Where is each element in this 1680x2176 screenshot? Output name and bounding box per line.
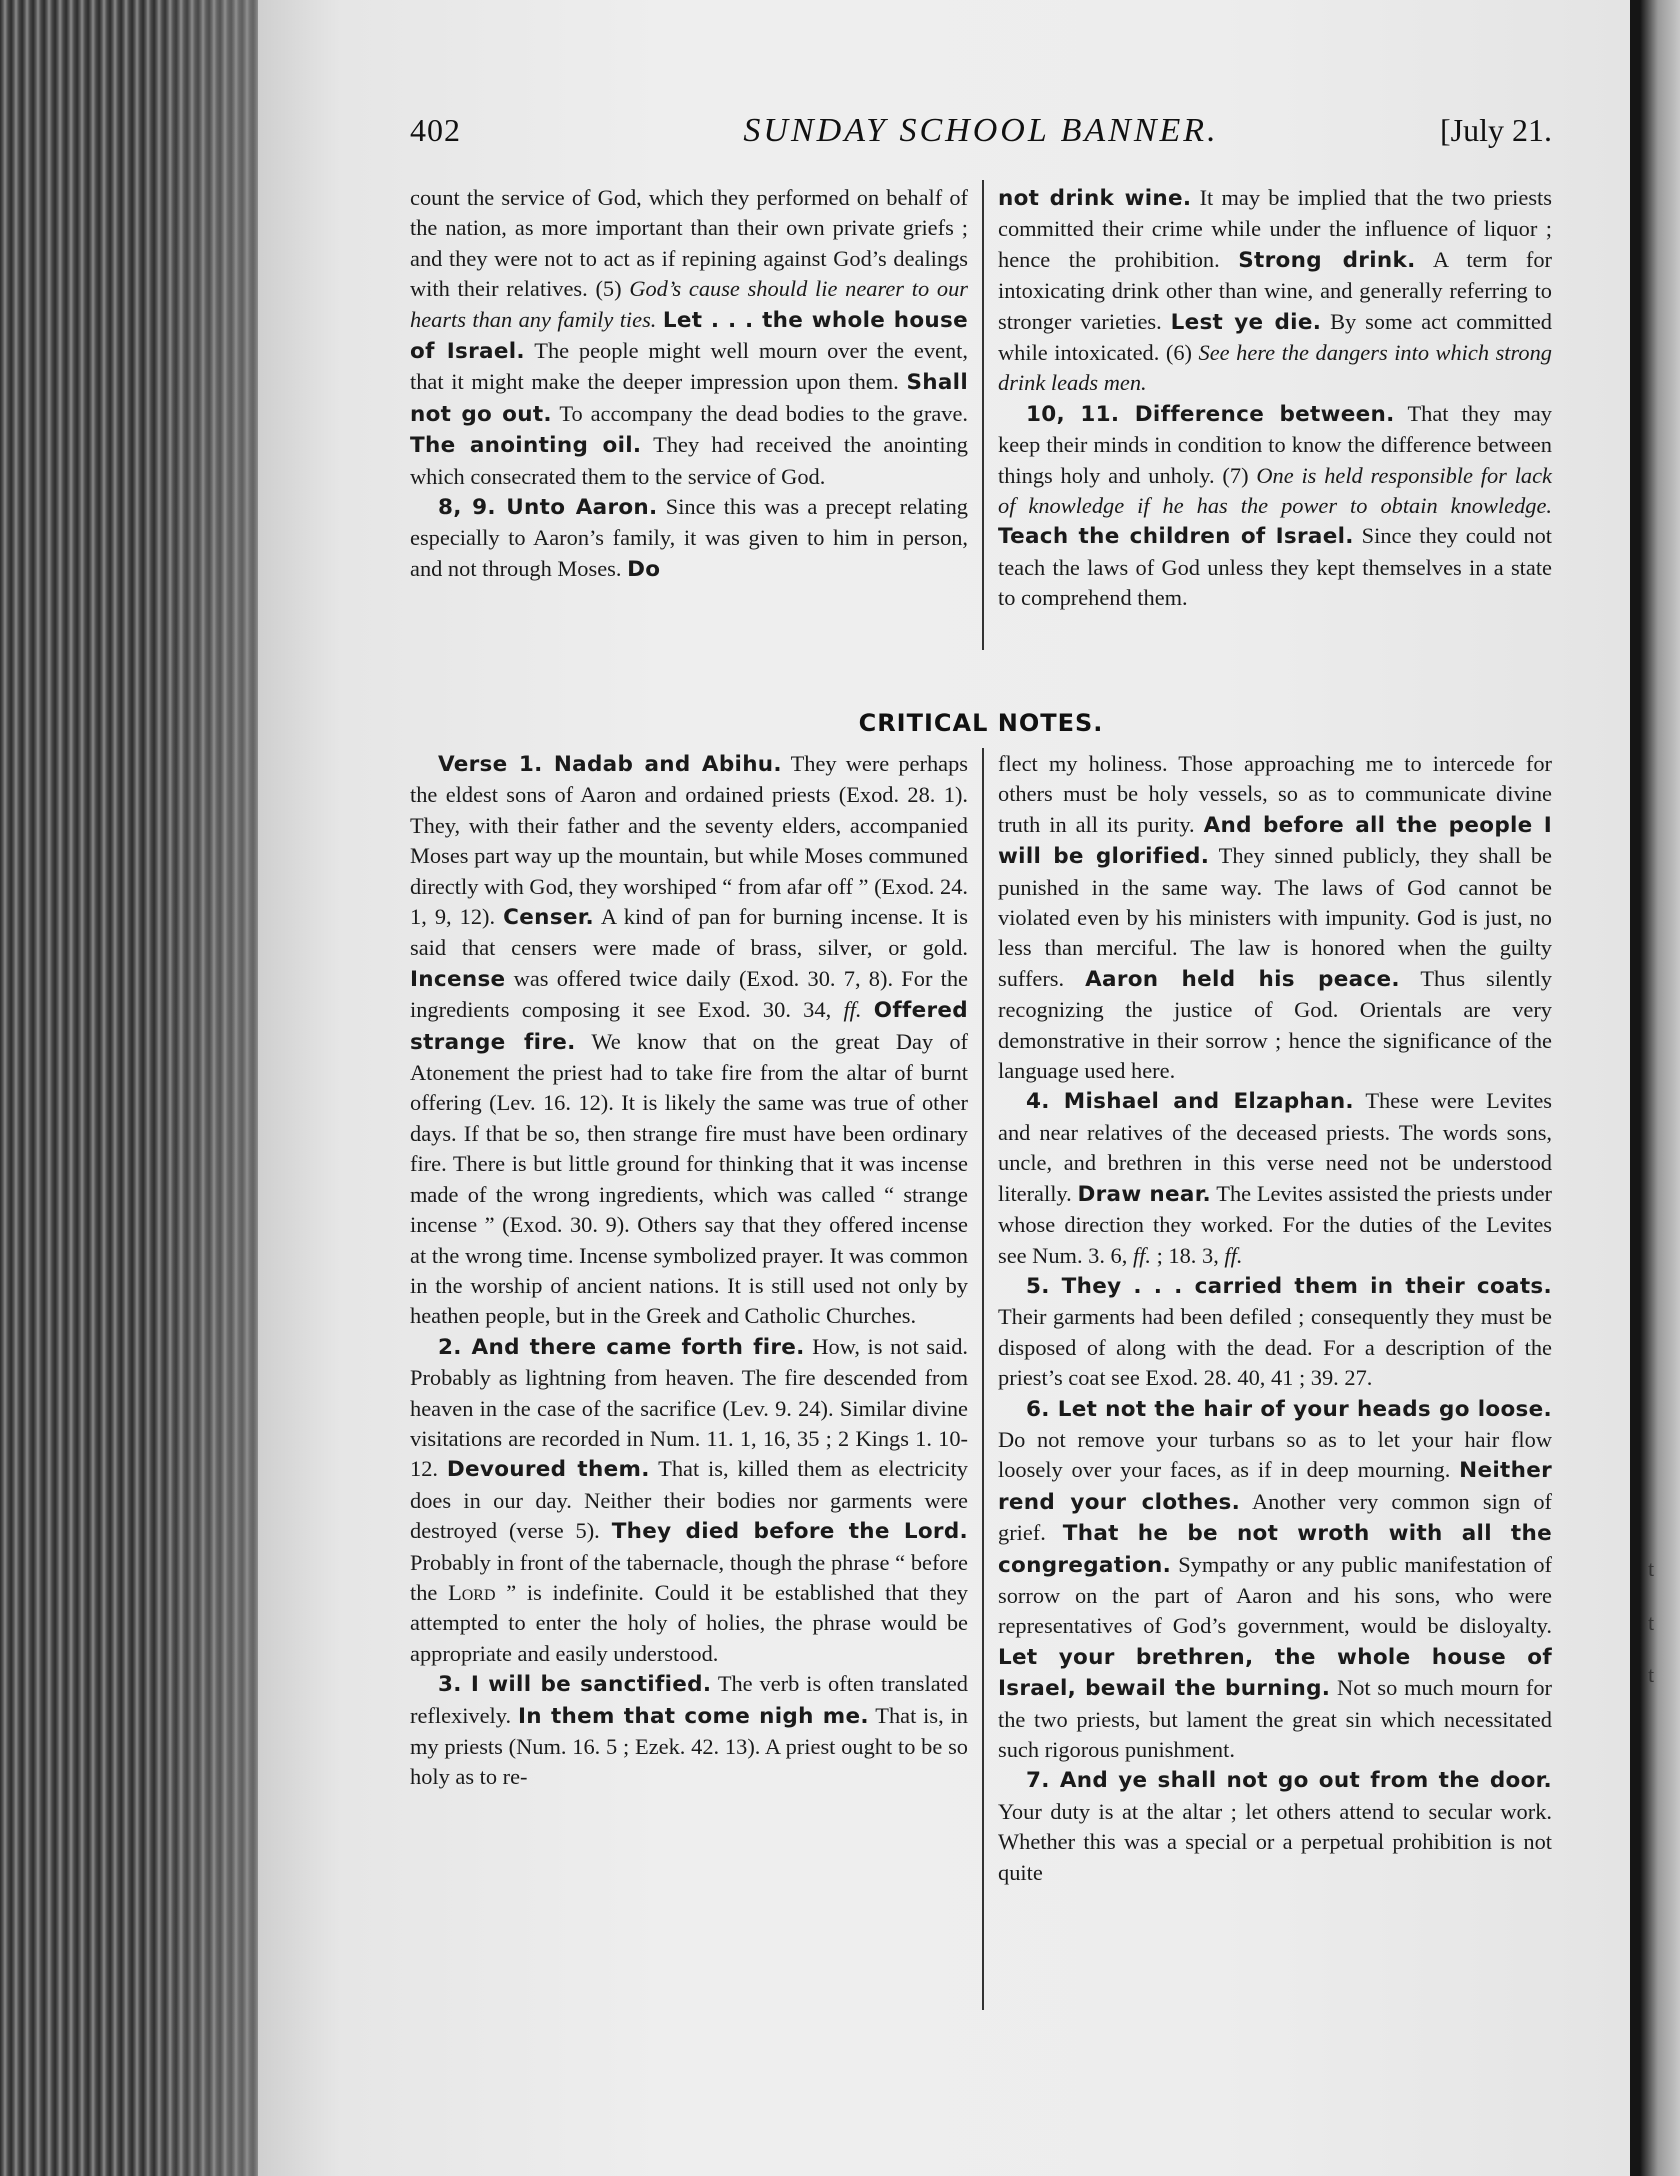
body-text: That is, in my priests (Num. 16. 5 ; Ezek. 42. 13). A priest ought to be so holy as to re- bbox=[410, 1702, 968, 1790]
body-text: A kind of pan for burning incense. It is said that censers were made of brass, silver, or gold. bbox=[410, 904, 968, 961]
body-text: Lord bbox=[448, 1579, 496, 1605]
body-text: They had received the anointing which consecrated them to the service of God. bbox=[410, 432, 968, 489]
body-text: Their garments had been defiled ; consequently they must be disposed of along with the dead. For a description of the priest’s coat see Exod. 28. 40, 41 ; 39. 27. bbox=[998, 1304, 1552, 1391]
lemma-heading: Censer. bbox=[503, 905, 595, 931]
edge-fragment: t bbox=[1648, 1662, 1655, 1687]
body-text: They sinned publicly, they shall be punished in the same way. The laws of God cannot be violated even by his ministers with impunity. God is just, no less than merciful. The law is honored when the guilty suffers. bbox=[998, 843, 1552, 991]
lemma-heading: Neither rend your clothes. bbox=[998, 1458, 1552, 1515]
paragraph bbox=[410, 1669, 968, 1793]
body-text: These were Levites and near relatives of the deceased priests. The words sons, uncle, and brethren in this verse need not be understood literally. bbox=[998, 1088, 1552, 1206]
book-gutter-shadow bbox=[150, 0, 258, 2176]
running-title: SUNDAY SCHOOL BANNER. bbox=[743, 112, 1219, 149]
italic-text: One is held responsible for lack of knowledge if he has the power to obtain knowledge. bbox=[998, 462, 1552, 519]
lemma-heading: Strong drink. bbox=[1238, 247, 1416, 273]
lemma-heading: Draw near. bbox=[1077, 1181, 1211, 1207]
lemma-heading: Devoured them. bbox=[446, 1457, 650, 1483]
lemma-heading: Aaron held his peace. bbox=[1085, 966, 1400, 992]
lemma-heading: And before all the people I will be glorified. bbox=[998, 812, 1552, 870]
lemma-heading: Incense bbox=[410, 966, 506, 992]
lemma-heading: not drink wine. bbox=[998, 186, 1192, 211]
body-text: Sympathy or any public manifestation of sorrow on the part of Aaron and his sons, who were representatives of God’s government, would be disloyalty. bbox=[998, 1551, 1552, 1639]
body-text: Probably in front of the tabernacle, though the phrase “ before the bbox=[410, 1549, 968, 1605]
body-text: The Levites assisted the priests under whose direction they worked. For the duties of the Levites see Num. 3. 6, bbox=[998, 1180, 1552, 1268]
body-text: Do not remove your turbans so as to let your hair flow loosely over your faces, as if in deep mourning. bbox=[998, 1426, 1552, 1483]
paragraph bbox=[410, 1332, 968, 1669]
body-text: The verb is often translated reflexively. bbox=[410, 1671, 969, 1728]
body-text: count the service of God, which they performed on behalf of the nation, as more important than their own private griefs ; and they were not to act as if repining against God’s dealings with their relatives. (5) bbox=[410, 185, 968, 302]
bottom-left-column bbox=[410, 749, 968, 1793]
body-text: Not so much mourn for the two priests, but lament the great sin which necessitated such rigorous punishment. bbox=[998, 1675, 1553, 1762]
body-text: That they may keep their minds in condition to know the difference between things holy and unholy. (7) bbox=[998, 400, 1552, 488]
lemma-heading: 7. And ye shall not go out from the door. bbox=[1026, 1768, 1552, 1794]
body-text: It may be implied that the two priests committed their crime while under the influence of liquor ; hence the prohibition. bbox=[998, 185, 1552, 272]
lemma-heading: Teach the children of Israel. bbox=[998, 524, 1354, 550]
body-text: Thus silently recognizing the justice of God. Orientals are very demonstrative in their sorrow ; hence the significance of the language used here. bbox=[998, 965, 1552, 1084]
column-rule-top bbox=[982, 180, 984, 650]
lemma-heading: Verse 1. Nadab and Abihu. bbox=[438, 752, 782, 777]
lemma-heading: 6. Let not the hair of your heads go loose. bbox=[1026, 1396, 1552, 1422]
top-right-column bbox=[998, 183, 1552, 614]
section-title-critical-notes: CRITICAL NOTES. bbox=[858, 709, 1104, 737]
body-text: By some act committed while intoxicated. (6) bbox=[998, 308, 1552, 366]
paragraph bbox=[998, 183, 1552, 399]
lemma-heading: 5. They . . . carried them in their coats. bbox=[1026, 1273, 1552, 1299]
issue-date: [July 21. bbox=[1440, 112, 1552, 148]
body-text: Your duty is at the altar ; let others attend to secular work. Whether this was a special or a perpetual prohibition is not quite bbox=[998, 1798, 1552, 1885]
lemma-heading: 8, 9. Unto Aaron. bbox=[438, 495, 658, 521]
column-rule-bottom bbox=[982, 748, 984, 2010]
running-header bbox=[410, 112, 1552, 158]
body-text: To accompany the dead bodies to the grave. bbox=[551, 400, 968, 426]
body-text bbox=[861, 997, 873, 1022]
paragraph bbox=[998, 1765, 1552, 1888]
paragraph bbox=[410, 749, 968, 1332]
italic-text: ff. bbox=[1224, 1242, 1243, 1268]
italic-text: ff. bbox=[1132, 1242, 1151, 1268]
paragraph bbox=[410, 492, 968, 585]
lemma-heading: Do bbox=[627, 556, 661, 582]
body-text: The people might well mourn over the event, that it might make the deeper impression upon them. bbox=[410, 338, 968, 395]
lemma-heading: Lest ye die. bbox=[1170, 309, 1322, 335]
body-text: They were perhaps the eldest sons of Aaron and ordained priests (Exod. 28. 1). They, with their father and the seventy elders, accompanied Moses part way up the mountain, but while Moses communed directly with God, they worshiped “ from afar off ” (Exod. 24. 1, 9, 12). bbox=[410, 751, 968, 930]
italic-text: See here the dangers into which strong drink leads men. bbox=[998, 340, 1552, 396]
lemma-heading: Let . . . the whole house of Israel. bbox=[410, 307, 968, 365]
lemma-heading: They died before the Lord. bbox=[611, 1519, 968, 1545]
lemma-heading: 10, 11. Difference between. bbox=[1026, 401, 1395, 427]
next-page-sliver bbox=[1640, 0, 1680, 2176]
body-text: was offered twice daily (Exod. 30. 7, 8). For the ingredients composing it see Exod. 30. 34, bbox=[410, 965, 968, 1023]
lemma-heading: 4. Mishael and Elzaphan. bbox=[1026, 1089, 1354, 1115]
body-text: We know that on the great Day of Atonement the priest had to take fire from the altar of burnt offering (Lev. 16. 12). It is likely the same was true of other days. If that be so, then strange fire must have been ordinary fire. There is but little ground for thinking that it was incense made of the wrong ingredients, which was called “ strange incense ” (Exod. 30. 9). Others say that they offered incense at the wrong time. Incense symbolized prayer. It was common in the worship of ancient nations. It is still used not only by heathen people, but in the Greek and Catholic Churches. bbox=[410, 1028, 968, 1329]
lemma-heading: In them that come nigh me. bbox=[517, 1703, 869, 1729]
lemma-heading: Offered strange fire. bbox=[410, 998, 968, 1055]
lemma-heading: 3. I will be sanctified. bbox=[438, 1672, 712, 1698]
paragraph bbox=[998, 1394, 1552, 1766]
lemma-heading: The anointing oil. bbox=[410, 433, 642, 459]
paragraph bbox=[998, 399, 1552, 614]
body-text: Since this was a precept relating especially to Aaron’s family, it was given to him in person, and not through Moses. bbox=[410, 494, 968, 581]
italic-text: God’s cause should lie nearer to our hearts than any family ties. bbox=[410, 276, 968, 332]
edge-fragment: t bbox=[1648, 1610, 1655, 1635]
lemma-heading: Shall not go out. bbox=[410, 370, 968, 427]
paragraph bbox=[998, 1271, 1552, 1394]
body-text: Since they could not teach the laws of God unless they kept themselves in a state to comprehend them. bbox=[998, 523, 1552, 611]
bottom-right-column bbox=[998, 749, 1552, 1888]
body-text: That is, killed them as electricity does in our day. Neither their bodies nor garments were destroyed (verse 5). bbox=[410, 1456, 968, 1544]
top-left-column bbox=[410, 183, 968, 585]
body-text: ” is indefinite. Could it be established that they attempted to enter the holy of holies, the phrase would be appropriate and easily understood. bbox=[410, 1579, 968, 1666]
italic-text: ff. bbox=[843, 997, 862, 1023]
page-number: 402 bbox=[410, 112, 461, 148]
body-text: flect my holiness. Those approaching me to intercede for others must be holy vessels, so as to communicate divine truth in all its purity. bbox=[998, 751, 1552, 837]
body-text: How, is not said. Probably as lightning from heaven. The fire descended from heaven in the case of the sacrifice (Lev. 9. 24). Similar divine visitations are recorded in Num. 11. 1, 16, 35 ; 2 Kings 1. 10-12. bbox=[410, 1333, 968, 1482]
body-text: Another very common sign of grief. bbox=[998, 1488, 1552, 1546]
paragraph bbox=[410, 183, 968, 492]
lemma-heading: That he be not wroth with all the congregation. bbox=[998, 1521, 1552, 1578]
lemma-heading: 2. And there came forth fire. bbox=[438, 1334, 805, 1360]
body-text: A term for intoxicating drink other than wine, and generally referring to stronger varieties. bbox=[998, 246, 1552, 334]
edge-fragment: t bbox=[1648, 1556, 1655, 1581]
paragraph bbox=[998, 1086, 1552, 1270]
body-text: ; 18. 3, bbox=[1151, 1242, 1225, 1268]
lemma-heading: Let your brethren, the whole house of Israel, bewail the burning. bbox=[998, 1644, 1552, 1702]
paragraph bbox=[998, 749, 1552, 1086]
